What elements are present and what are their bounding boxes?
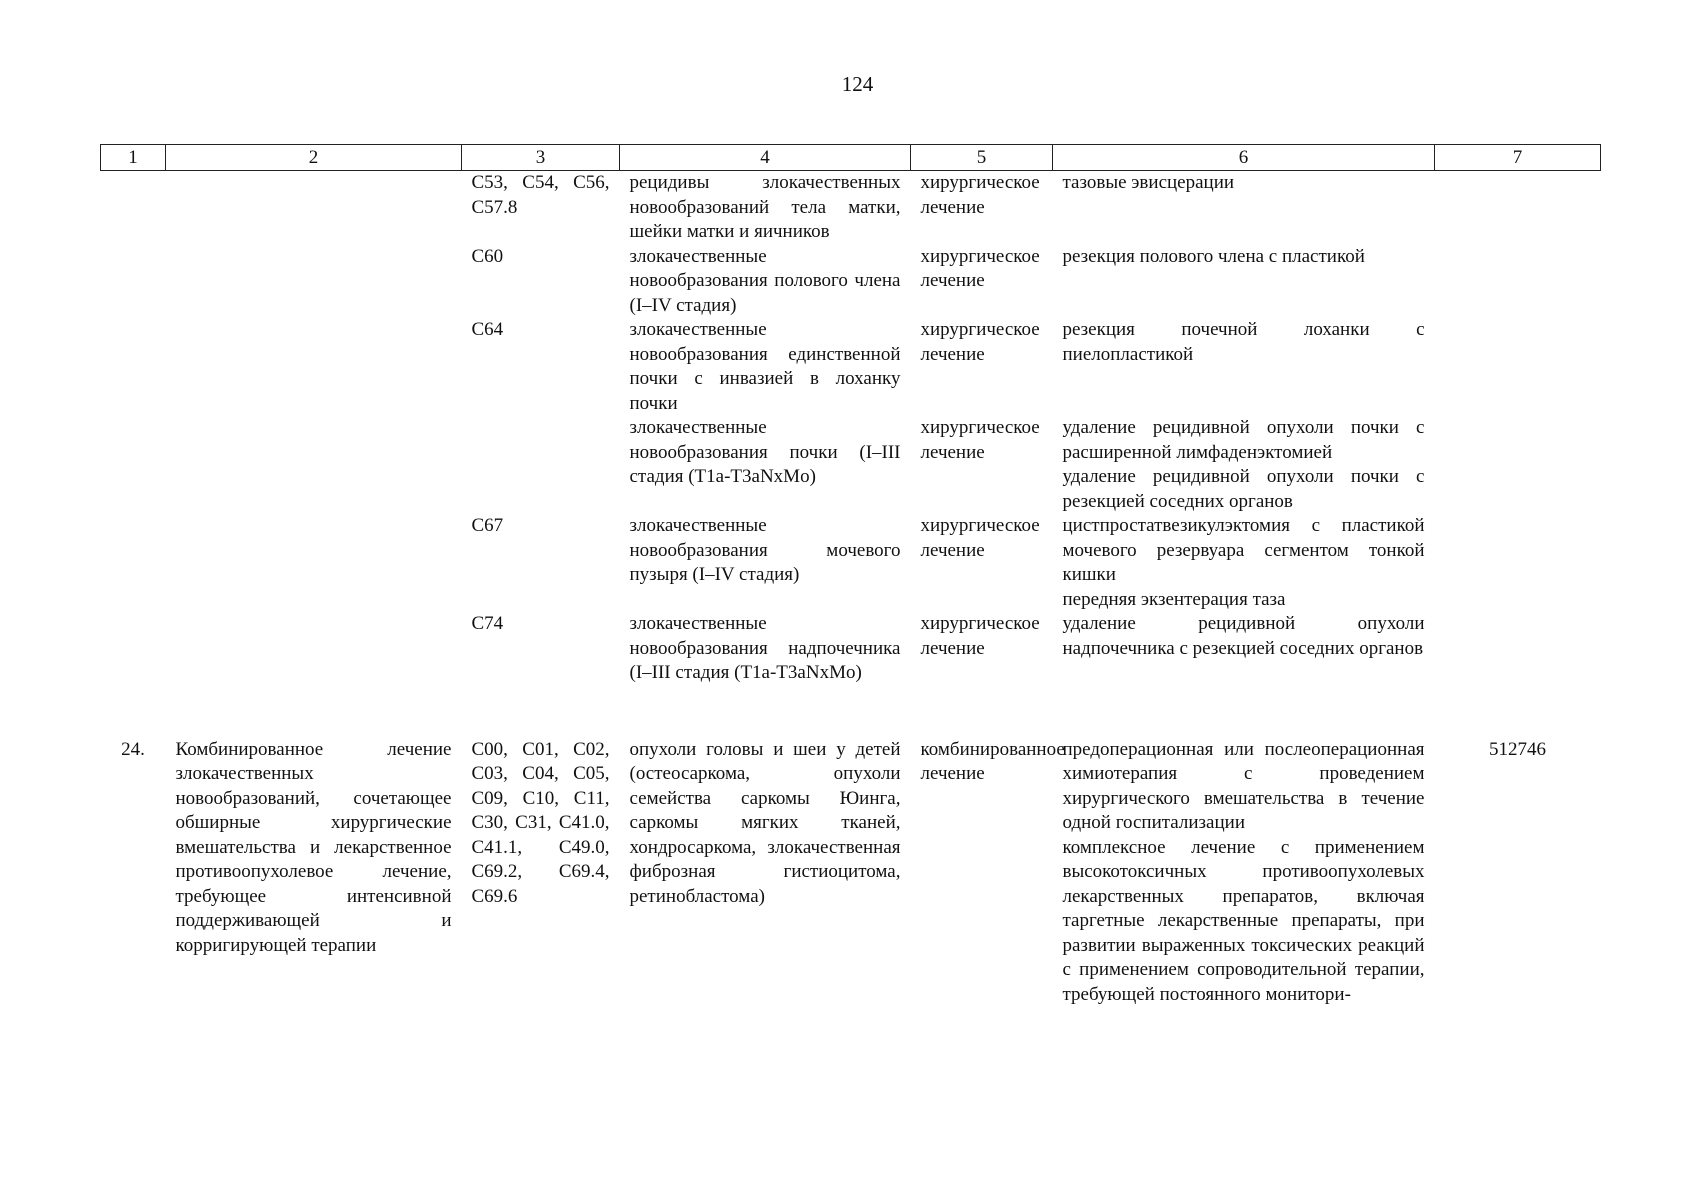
- diagnosis: опухоли головы и шеи у детей (остеосаркома, опухоли семейства саркомы Юинга, саркомы мягких тканей, хондросаркома, злокачественная фиброзная гистиоцитома, ретинобластома): [629, 738, 901, 907]
- treatment-methods: [1053, 245, 1435, 319]
- diagnosis: злокачественные новообразования единственной почки с инвазией в лоханку почки: [629, 319, 901, 414]
- treatment-type: хирургическое лечение: [920, 245, 1040, 291]
- icd-codes: C60: [471, 245, 504, 267]
- header-col-5: 5: [911, 145, 1053, 171]
- service-name: [166, 245, 462, 319]
- service-name: Комбинированное лечение злокачественных новообразований, сочетающее обширные хирургические вмешательства и лекарственное противоопухолевое лечение, требующее интенсивной поддерживающей и корригирующей терапии: [175, 738, 452, 956]
- treatment-method: резекция почечной лоханки с пиелопластикой: [1062, 319, 1425, 365]
- treatment-method: удаление рецидивной опухоли почки с резекцией соседних органов: [1062, 466, 1425, 512]
- table-header: [101, 145, 1601, 171]
- page-number: 124: [841, 72, 874, 96]
- diagnosis: рецидивы злокачественных новообразований тела матки, шейки матки и яичников: [629, 172, 901, 242]
- services-table: [100, 144, 1601, 1007]
- row-number: [101, 416, 166, 514]
- diagnosis: злокачественные новообразования мочевого пузыря (I–IV стадия): [629, 515, 901, 585]
- row-number: 24.: [121, 738, 145, 760]
- row-number: [101, 612, 166, 686]
- icd-codes: C00, C01, C02, C03, C04, C05, C09, C10, C11, C30, C31, C41.0, C41.1, C49.0, C69.2, C69.4, C69.6: [471, 738, 610, 907]
- header-col-7: 7: [1435, 145, 1601, 171]
- row-number: [101, 318, 166, 416]
- header-col-1: 1: [101, 145, 166, 171]
- price: [1435, 318, 1601, 416]
- treatment-methods: [1053, 612, 1435, 686]
- header-col-2: 2: [166, 145, 462, 171]
- treatment-method: резекция полового члена с пластикой: [1062, 245, 1365, 267]
- treatment-type: хирургическое лечение: [920, 319, 1040, 365]
- header-col-4: 4: [620, 145, 911, 171]
- treatment-method: удаление рецидивной опухоли почки с расширенной лимфаденэктомией: [1062, 417, 1425, 463]
- row-number: [101, 171, 166, 245]
- row-spacer: [101, 686, 1601, 738]
- table-row: [101, 738, 1601, 1008]
- treatment-methods: [1053, 416, 1435, 514]
- diagnosis: злокачественные новообразования почки (I–III стадия (T1a-T3aNxMo): [629, 417, 901, 487]
- price: [1435, 245, 1601, 319]
- row-number: [101, 514, 166, 612]
- treatment-method: передняя экзентерация таза: [1062, 588, 1286, 610]
- treatment-type: хирургическое лечение: [920, 515, 1040, 561]
- table-row: [101, 416, 1601, 514]
- treatment-type: комбинированное лечение: [920, 738, 1065, 784]
- service-name: [166, 416, 462, 514]
- table-row: [101, 318, 1601, 416]
- treatment-method: предоперационная или послеоперационная химиотерапия с проведением хирургического вмешательства в течение одной госпитализации: [1062, 738, 1425, 833]
- icd-codes: C64: [471, 319, 504, 340]
- treatment-method: комплексное лечение с применением высокотоксичных противоопухолевых лекарственных препаратов, включая таргетные лекарственные препараты, при развитии выраженных токсических реакций с применением сопроводительной терапии, требующей постоянного монитори-: [1062, 836, 1425, 1005]
- table-row: [101, 612, 1601, 686]
- service-name: [166, 514, 462, 612]
- treatment-type: хирургическое лечение: [920, 613, 1040, 659]
- treatment-methods: [1053, 318, 1435, 416]
- treatment-type: хирургическое лечение: [920, 172, 1040, 218]
- table-row: [101, 171, 1601, 245]
- treatment-methods: [1053, 171, 1435, 245]
- treatment-method: тазовые эвисцерации: [1062, 172, 1235, 193]
- price: [1435, 416, 1601, 514]
- price: [1435, 514, 1601, 612]
- table-row: [101, 514, 1601, 612]
- diagnosis: злокачественные новообразования полового члена (I–IV стадия): [629, 245, 901, 316]
- price: [1435, 612, 1601, 686]
- treatment-type: хирургическое лечение: [920, 417, 1040, 463]
- icd-codes: C74: [471, 613, 504, 634]
- service-name: [166, 612, 462, 686]
- treatment-method: цистпростатвезикулэктомия с пластикой мочевого резервуара сегментом тонкой кишки: [1062, 515, 1425, 585]
- price: [1435, 171, 1601, 245]
- icd-codes: C53, C54, C56, C57.8: [471, 172, 610, 218]
- treatment-methods: [1053, 514, 1435, 612]
- diagnosis: злокачественные новообразования надпочечника (I–III стадия (T1a-T3aNxMo): [629, 613, 901, 683]
- icd-codes: [462, 416, 620, 514]
- service-name: [166, 318, 462, 416]
- service-name: [166, 171, 462, 245]
- table-row: [101, 245, 1601, 319]
- row-number: [101, 245, 166, 319]
- header-col-6: 6: [1053, 145, 1435, 171]
- treatment-methods: [1053, 738, 1435, 1008]
- treatment-method: удаление рецидивной опухоли надпочечника с резекцией соседних органов: [1062, 613, 1425, 659]
- price: 512746: [1489, 738, 1546, 760]
- header-col-3: 3: [462, 145, 620, 171]
- icd-codes: C67: [471, 515, 504, 536]
